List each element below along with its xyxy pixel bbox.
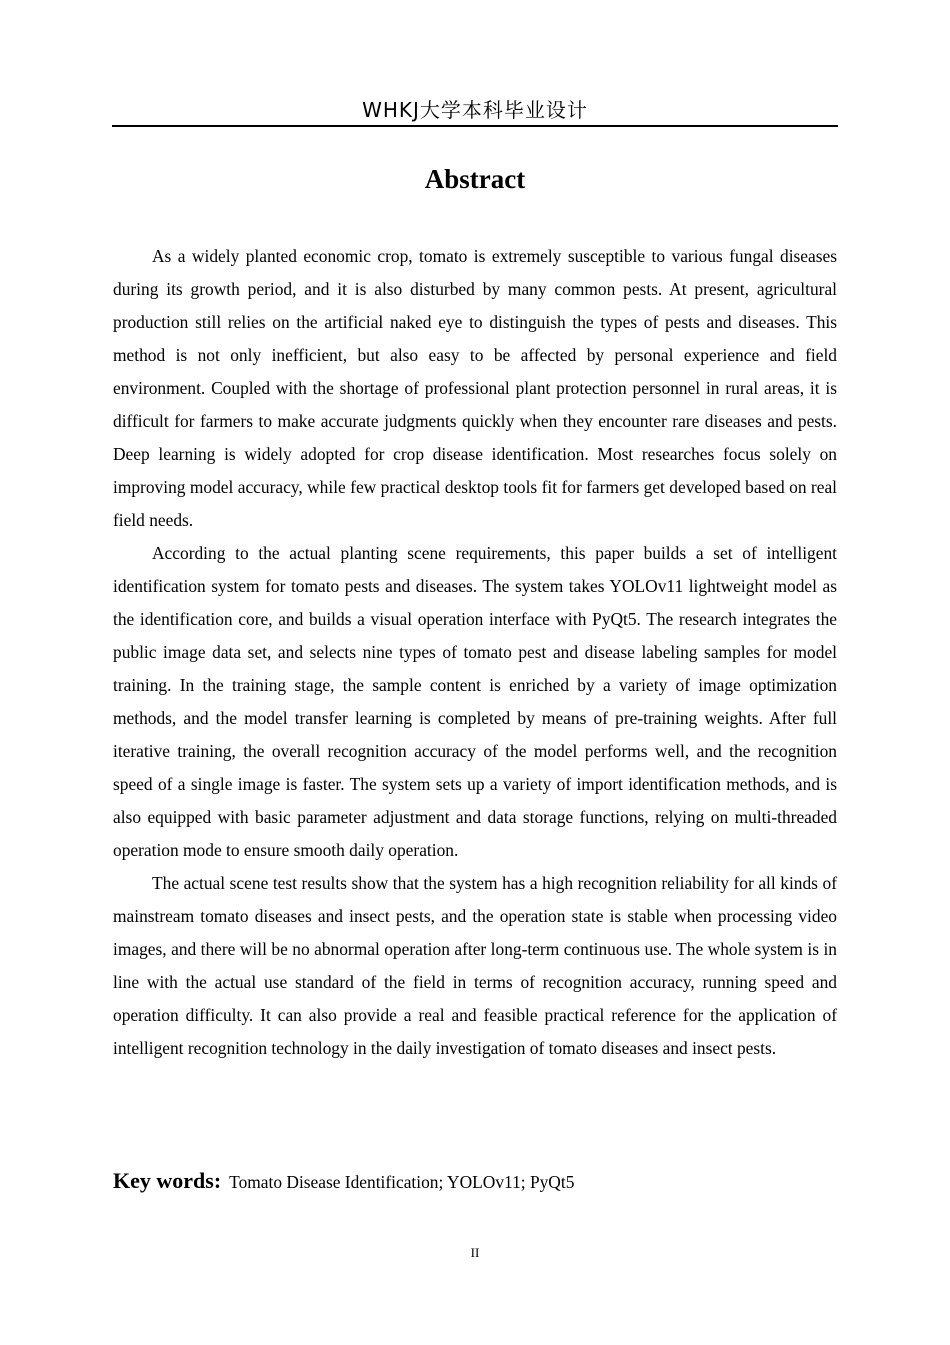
page-title: Abstract — [424, 164, 526, 194]
abstract-paragraph-2: According to the actual planting scene requirements, this paper builds a set of intelligent identification system for tomato pests and diseases. The system takes YOLOv11 lightweight model as the identification core, and builds a visual operation interface with PyQt5. The research integrates the public image data set, and selects nine types of tomato pest and disease labeling samples for model training. In the training stage, the sample content is enriched by a variety of image optimization methods, and the model transfer learning is completed by means of pre-training weights. After full iterative training, the overall recognition accuracy of the model performs well, and the recognition speed of a single image is faster. The system sets up a variety of import identification methods, and is also equipped with basic parameter adjustment and data storage functions, relying on multi-threaded operation mode to ensure smooth daily operation. — [113, 543, 837, 860]
page-number: II — [470, 1245, 480, 1260]
header-divider — [112, 125, 838, 127]
keywords-text: Tomato Disease Identification; YOLOv11; PyQt5 — [229, 1172, 575, 1192]
running-header: WHKJ大学本科毕业设计 — [362, 98, 588, 122]
abstract-paragraph-3: The actual scene test results show that the system has a high recognition reliability for all kinds of mainstream tomato diseases and insect pests, and the operation state is stable when processing video images, and there will be no abnormal operation after long-term continuous use. The whole system is in line with the actual use standard of the field in terms of recognition accuracy, running speed and operation difficulty. It can also provide a real and feasible practical reference for the application of intelligent recognition technology in the daily investigation of tomato diseases and insect pests. — [113, 873, 837, 1058]
abstract-paragraph-1: As a widely planted economic crop, tomato is extremely susceptible to various fungal diseases during its growth period, and it is also disturbed by many common pests. At present, agricultural production still relies on the artificial naked eye to distinguish the types of pests and diseases. This method is not only inefficient, but also easy to be affected by personal experience and field environment. Coupled with the shortage of professional plant protection personnel in rural areas, it is difficult for farmers to make accurate judgments quickly when they encounter rare diseases and pests. Deep learning is widely adopted for crop disease identification. Most researches focus solely on improving model accuracy, while few practical desktop tools fit for farmers get developed based on real field needs. — [113, 246, 837, 530]
abstract-body — [113, 240, 837, 1065]
keywords-line — [113, 1168, 574, 1194]
keywords-label: Key words: — [113, 1168, 222, 1193]
